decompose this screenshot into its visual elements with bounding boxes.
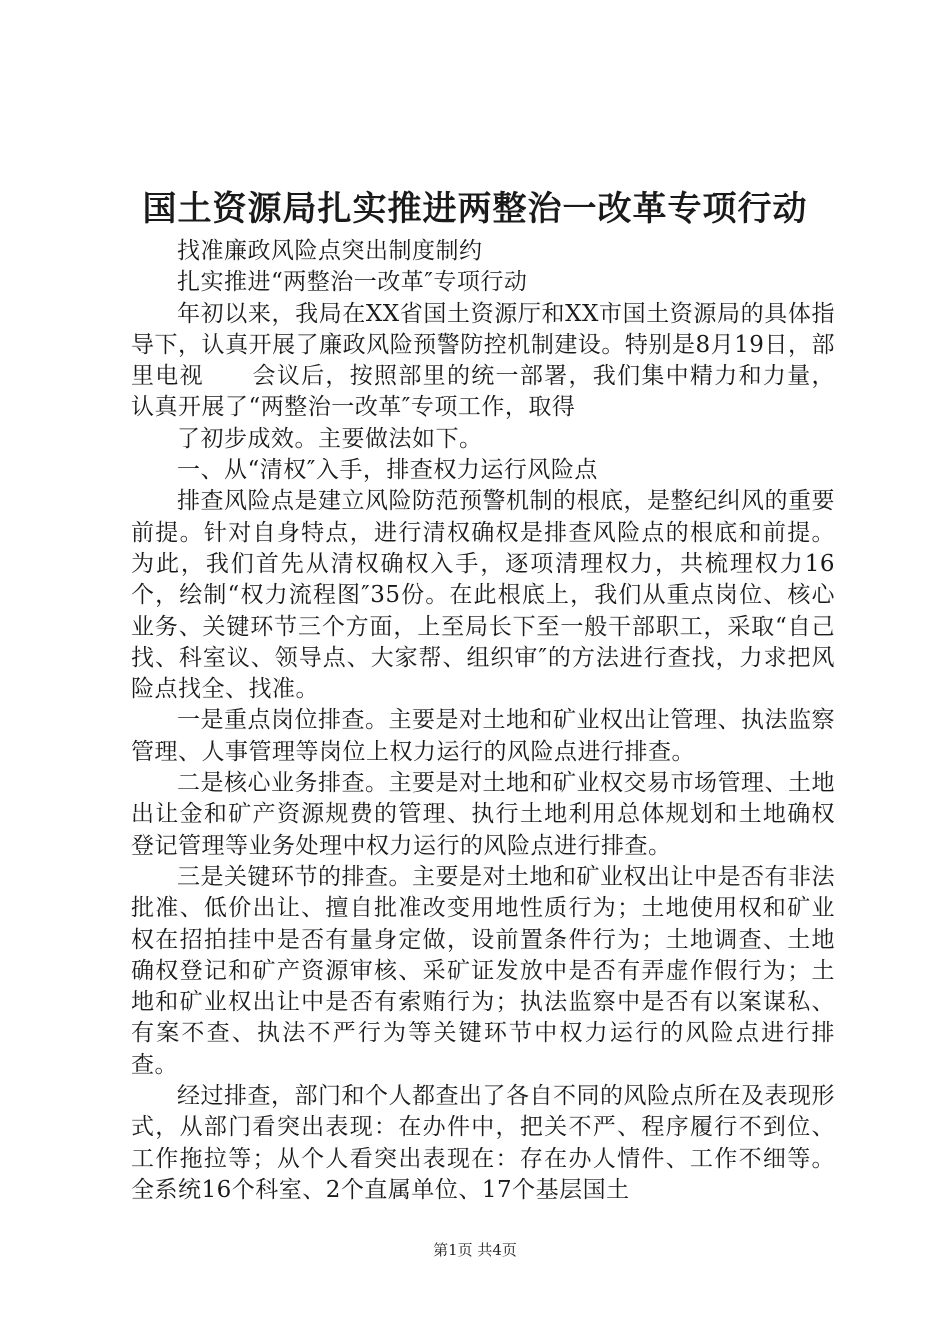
page-number-footer: 第1页 共4页: [433, 1241, 517, 1259]
paragraph: 年初以来，我局在XX省国土资源厅和XX市国土资源局的具体指导下，认真开展了廉政风险预警防控机制建设。特别是8月19日，部里电视 会议后，按照部里的统一部署，我们集中精力和力量，认真开展了“两整治一改革″专项工作，取得: [131, 300, 835, 421]
paragraph: 找准廉政风险点突出制度制约: [177, 238, 483, 264]
paragraph: 三是关键环节的排查。主要是对土地和矿业权出让中是否有非法批准、低价出让、擅自批准改变用地性质行为；土地使用权和矿业权在招拍挂中是否有量身定做，设前置条件行为；土地调查、土地确权登记和矿产资源审核、采矿证发放中是否有弄虚作假行为；土地和矿业权出让中是否有索贿行为；执法监察中是否有以案谋私、有案不查、执法不严行为等关键环节中权力运行的风险点进行排查。: [131, 863, 835, 1078]
paragraph: 了初步成效。主要做法如下。: [177, 425, 483, 452]
paragraph: 二是核心业务排查。主要是对土地和矿业权交易市场管理、土地出让金和矿产资源规费的管理、执行土地利用总体规划和土地确权登记管理等业务处理中权力运行的风险点进行排查。: [131, 770, 835, 859]
paragraph: 经过排查，部门和个人都查出了各自不同的风险点所在及表现形式，从部门看突出表现：在办件中，把关不严、程序履行不到位、工作拖拉等；从个人看突出表现在：存在办人情件、工作不细等。全系统16个科室、2个直属单位、17个基层国土: [131, 1083, 835, 1203]
document-title: 国土资源局扎实推进两整治一改革专项行动: [142, 189, 808, 229]
paragraph: 排查风险点是建立风险防范预警机制的根底，是整纪纠风的重要前提。针对自身特点，进行清权确权是排查风险点的根底和前提。为此，我们首先从清权确权入手，逐项清理权力，共梳理权力16个，绘制“权力流程图″35份。在此根底上，我们从重点岗位、核心业务、关键环节三个方面，上至局长下至一般干部职工，采取“自己找、科室议、领导点、大家帮、组织审″的方法进行查找，力求把风险点找全、找准。: [131, 488, 835, 703]
paragraph: 扎实推进“两整治一改革″专项行动: [177, 269, 528, 296]
paragraph: 一是重点岗位排查。主要是对土地和矿业权出让管理、执法监察管理、人事管理等岗位上权力运行的风险点进行排查。: [131, 707, 835, 765]
section-heading: 一、从“清权″入手，排查权力运行风险点: [177, 457, 598, 484]
document-body: [131, 236, 835, 1206]
